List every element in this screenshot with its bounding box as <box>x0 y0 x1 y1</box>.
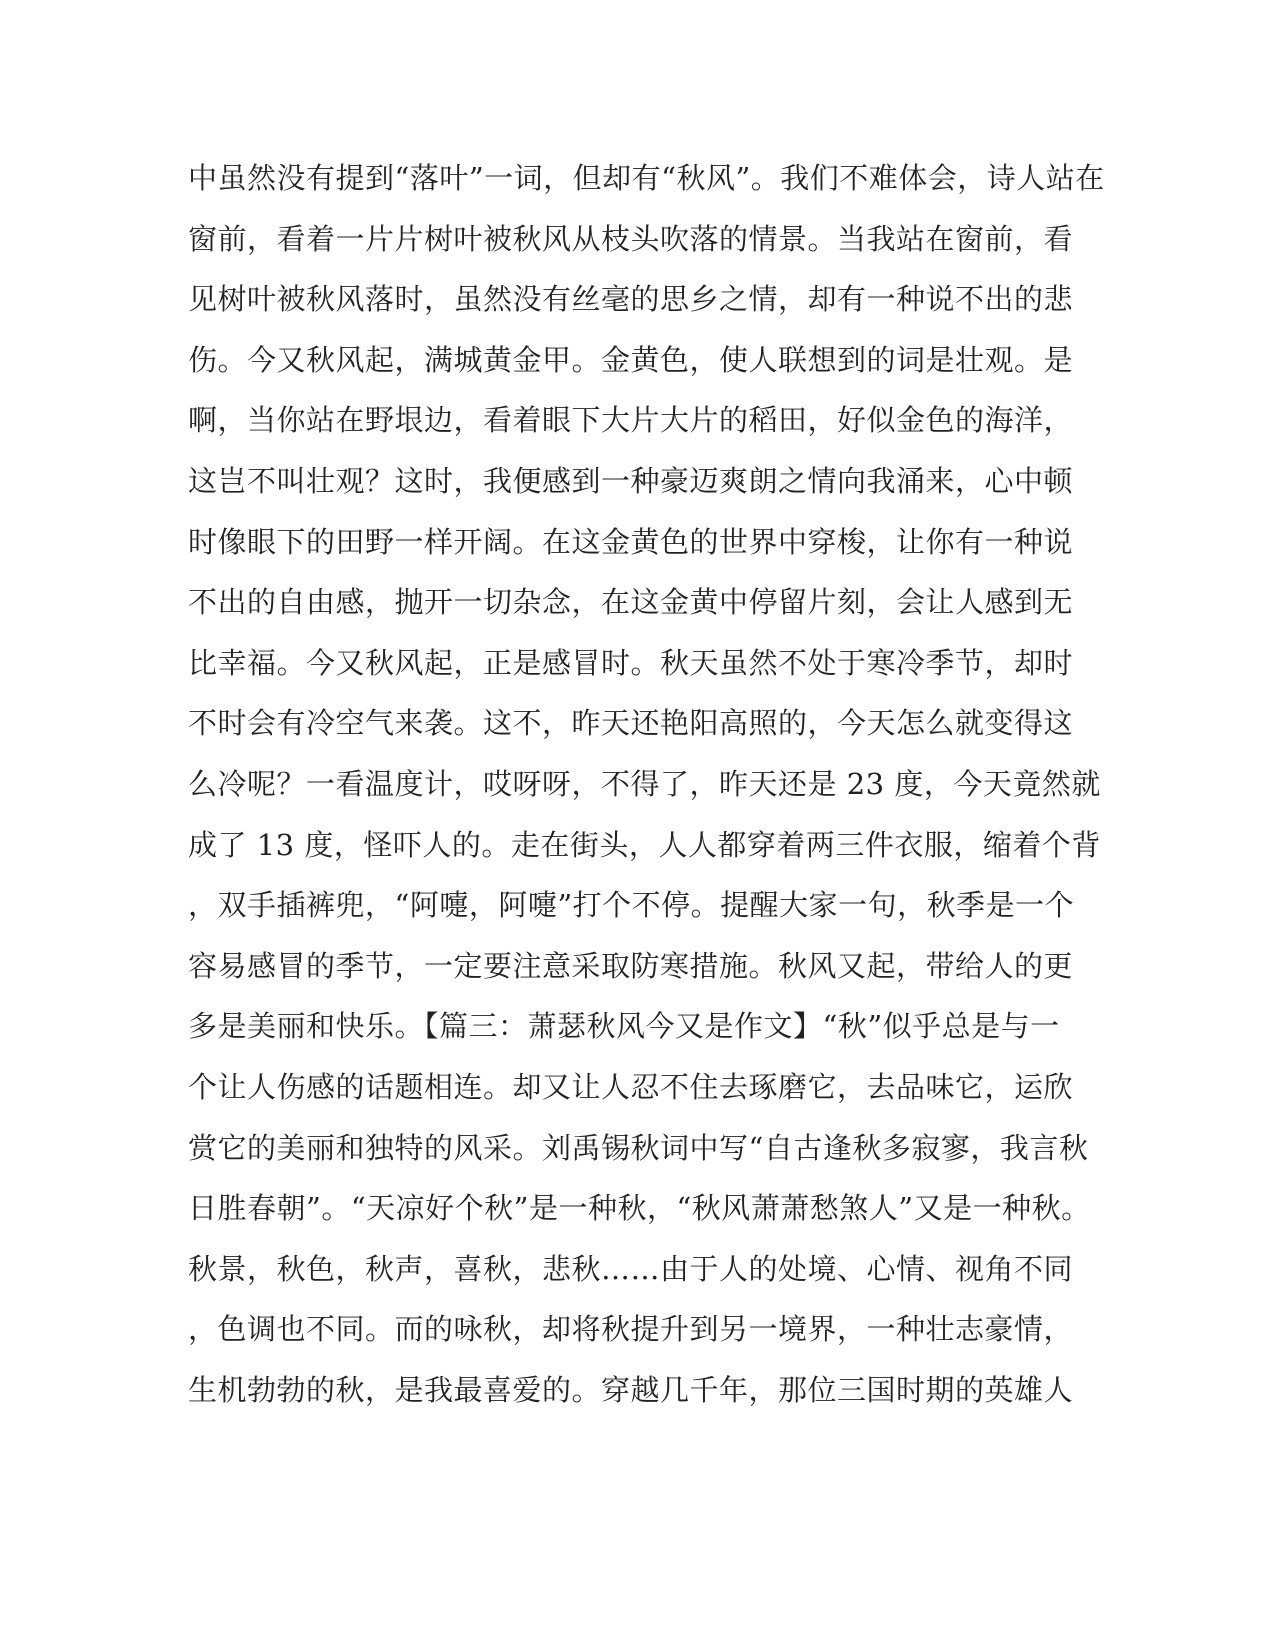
text-line: 赏它的美丽和独特的风采。刘禹锡秋词中写“自古逢秋多寂寥，我言秋 <box>188 1130 1089 1165</box>
text-line: 秋景，秋色，秋声，喜秋，悲秋……由于人的处境、心情、视角不同 <box>188 1251 1074 1286</box>
text-line: 容易感冒的季节，一定要注意采取防寒措施。秋风又起，带给人的更 <box>188 948 1074 983</box>
text-line: 窗前，看着一片片树叶被秋风从枝头吹落的情景。当我站在窗前，看 <box>188 221 1074 256</box>
text-line: ，色调也不同。而的咏秋，却将秋提升到另一境界，一种壮志豪情， <box>188 1312 1074 1347</box>
text-line: 见树叶被秋风落时，虽然没有丝毫的思乡之情，却有一种说不出的悲 <box>188 282 1074 317</box>
text-line: 比幸福。今又秋风起，正是感冒时。秋天虽然不处于寒冷季节，却时 <box>188 645 1074 680</box>
text-line: 不时会有冷空气来袭。这不，昨天还艳阳高照的，今天怎么就变得这 <box>188 706 1074 741</box>
text-line: 这岂不叫壮观？这时，我便感到一种豪迈爽朗之情向我涌来，心中顿 <box>188 463 1074 498</box>
text-line: 么冷呢？一看温度计，哎呀呀，不得了，昨天还是 23 度，今天竟然就 <box>188 766 1101 801</box>
text-line: 啊，当你站在野垠边，看着眼下大片大片的稻田，好似金色的海洋， <box>188 403 1074 438</box>
text-line: 个让人伤感的话题相连。却又让人忍不住去琢磨它，去品味它，运欣 <box>188 1069 1074 1104</box>
text-line: 中虽然没有提到“落叶”一词，但却有“秋风”。我们不难体会，诗人站在 <box>188 161 1105 195</box>
text-line: 多是美丽和快乐。【篇三：萧瑟秋风今又是作文】“秋”似乎总是与一 <box>188 1009 1060 1044</box>
text-line: ，双手插裤兜，“阿嚏，阿嚏”打个不停。提醒大家一句，秋季是一个 <box>188 888 1075 923</box>
text-line: 生机勃勃的秋，是我最喜爱的。穿越几千年，那位三国时期的英雄人 <box>188 1372 1074 1407</box>
text-line: 日胜春朝”。“天凉好个秋”是一种秋，“秋风萧萧愁煞人”又是一种秋。 <box>188 1191 1091 1226</box>
text-line: 伤。今又秋风起，满城黄金甲。金黄色，使人联想到的词是壮观。是 <box>188 342 1074 377</box>
text-line: 不出的自由感，抛开一切杂念，在这金黄中停留片刻，会让人感到无 <box>188 585 1074 620</box>
text-line: 成了 13 度，怪吓人的。走在街头，人人都穿着两三件衣服，缩着个背 <box>188 827 1101 862</box>
text-line: 时像眼下的田野一样开阔。在这金黄色的世界中穿梭，让你有一种说 <box>188 524 1074 559</box>
body-text <box>188 161 1105 1435</box>
